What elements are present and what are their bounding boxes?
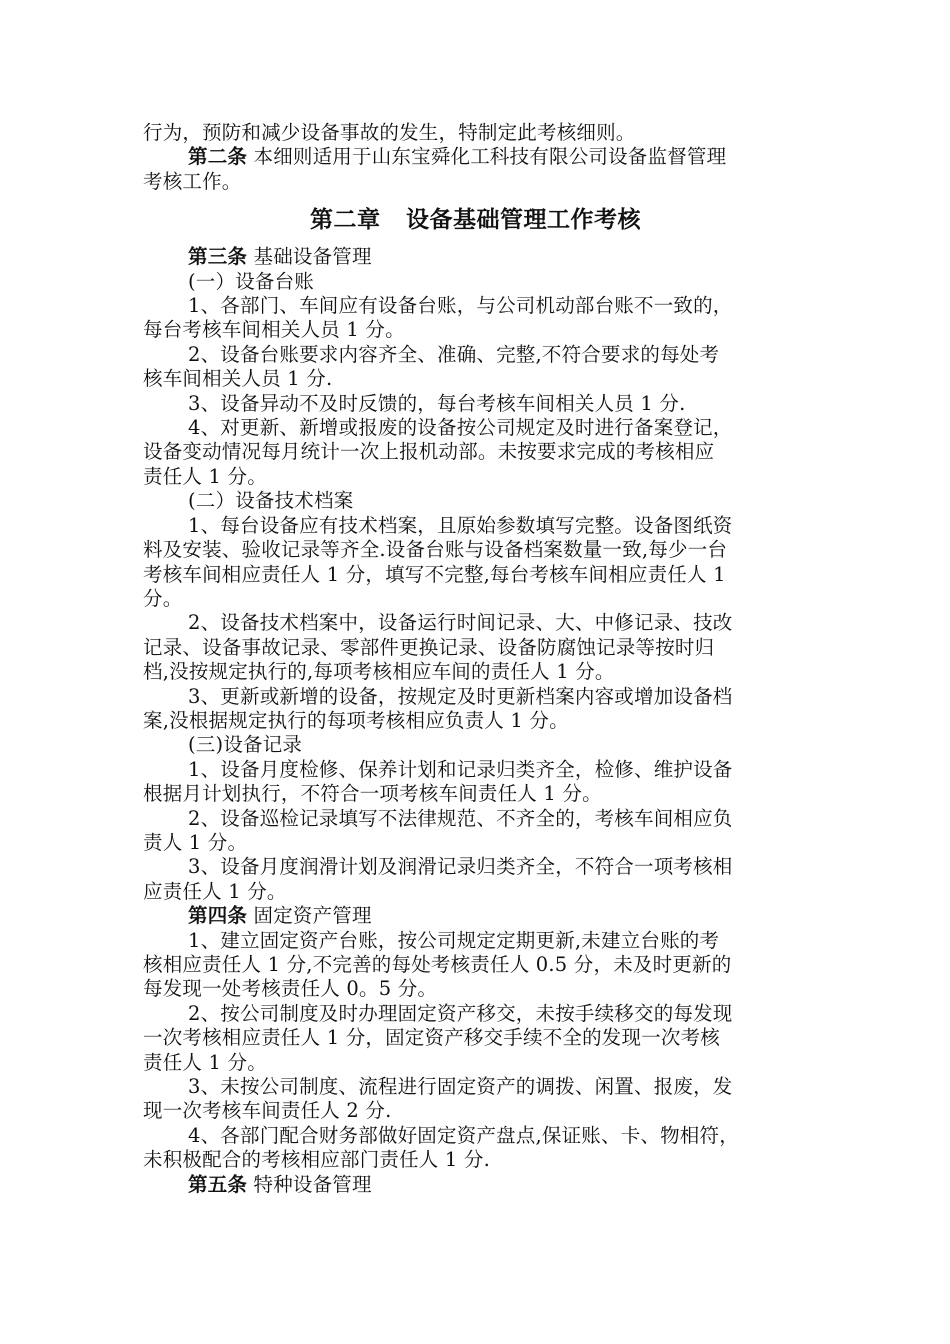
line-text: 2、设备技术档案中，设备运行时间记录、大、中修记录、技改: [188, 611, 733, 635]
line-text: 4、各部门配合财务部做好固定资产盘点,保证账、卡、物相符，: [188, 1123, 739, 1147]
paragraph-line: [143, 465, 808, 489]
paragraph-line: [143, 392, 808, 416]
paragraph-line: [143, 270, 808, 294]
line-text: 2、设备台账要求内容齐全、准确、完整,不符合要求的每处考: [188, 342, 720, 366]
paragraph-line: [143, 782, 808, 806]
paragraph-line: [143, 514, 808, 538]
line-text: 每发现一处考核责任人 0。5 分。: [143, 977, 438, 1001]
paragraph-line: [143, 807, 808, 831]
paragraph-line: [143, 318, 808, 342]
line-text: 根据月计划执行，不符合一项考核车间责任人 1 分。: [143, 782, 602, 806]
line-text: 2、设备巡检记录填写不法律规范、不齐全的，考核车间相应负: [188, 806, 733, 830]
line-text: 分。: [143, 586, 183, 610]
line-text: 核车间相关人员 1 分.: [143, 367, 333, 391]
paragraph-line: [143, 440, 808, 464]
paragraph-line: [143, 121, 808, 145]
line-text: 固定资产管理: [247, 904, 372, 928]
line-text: 1、各部门、车间应有设备台账，与公司机动部台账不一致的，: [188, 294, 733, 318]
line-text: 料及安装、验收记录等齐全.设备台账与设备档案数量一致,每少一台: [143, 538, 728, 562]
paragraph-line: [143, 416, 808, 440]
line-text: (二）设备技术档案: [188, 489, 354, 513]
article-label: 第四条: [188, 904, 248, 928]
paragraph-line: [143, 563, 808, 587]
line-text: 1、每台设备应有技术档案，且原始参数填写完整。设备图纸资: [188, 513, 733, 537]
line-text: 责人 1 分。: [143, 830, 248, 854]
article-heading-line: [143, 904, 808, 928]
line-text: (一）设备台账: [188, 269, 315, 293]
article-heading-line: [143, 1173, 808, 1197]
paragraph-line: [143, 1075, 808, 1099]
line-text: 考核车间相应责任人 1 分，填写不完整,每台考核车间相应责任人 1: [143, 562, 726, 586]
chapter-heading: 第二章 设备基础管理工作考核: [309, 206, 642, 234]
article-heading-line: [143, 145, 808, 169]
line-text: 档,没按规定执行的,每项考核相应车间的责任人 1 分。: [143, 660, 615, 684]
line-text: 行为，预防和减少设备事故的发生，特制定此考核细则。: [143, 121, 636, 144]
paragraph-line: [143, 831, 808, 855]
paragraph-line: [143, 1051, 808, 1075]
line-text: 记录、设备事故记录、零部件更换记录、设备防腐蚀记录等按时归: [143, 635, 715, 659]
paragraph-line: [143, 538, 808, 562]
line-text: 考核工作。: [143, 169, 242, 193]
line-text: 责任人 1 分。: [143, 1050, 267, 1074]
line-text: 基础设备管理: [247, 245, 372, 269]
line-text: 3、更新或新增的设备，按规定及时更新档案内容或增加设备档: [188, 684, 733, 708]
paragraph-line: [143, 1124, 808, 1148]
line-text: 一次考核相应责任人 1 分，固定资产移交手续不全的发现一次考核: [143, 1026, 721, 1050]
line-text: 每台考核车间相关人员 1 分。: [143, 318, 405, 342]
paragraph-line: [143, 1026, 808, 1050]
paragraph-line: [143, 343, 808, 367]
paragraph-line: [143, 367, 808, 391]
article-label: 第二条: [188, 145, 248, 169]
paragraph-line: [143, 660, 808, 684]
line-text: 现一次考核车间责任人 2 分.: [143, 1099, 392, 1123]
line-text: 核相应责任人 1 分,不完善的每处考核责任人 0.5 分，未及时更新的: [143, 953, 732, 976]
line-text: 4、对更新、新增或报废的设备按公司规定及时进行备案登记，: [188, 416, 733, 440]
paragraph-line: [143, 709, 808, 733]
line-text: 特种设备管理: [247, 1172, 372, 1196]
article-heading-line: [143, 245, 808, 269]
line-text: 3、设备异动不及时反馈的，每台考核车间相关人员 1 分.: [188, 391, 686, 415]
paragraph-line: [143, 929, 808, 953]
paragraph-line: [143, 294, 808, 318]
line-text: 应责任人 1 分。: [143, 879, 287, 903]
paragraph-line: [143, 636, 808, 660]
paragraph-line: [143, 733, 808, 757]
paragraph-line: [143, 685, 808, 709]
paragraph-line: [143, 977, 808, 1001]
paragraph-line: [143, 587, 808, 611]
paragraph-line: [143, 758, 808, 782]
paragraph-line: [143, 1148, 808, 1172]
line-text: 3、未按公司制度、流程进行固定资产的调拨、闲置、报废，发: [188, 1075, 733, 1099]
paragraph-line: [143, 880, 808, 904]
line-text: 案,没根据规定执行的每项考核相应负责人 1 分。: [143, 708, 569, 732]
article-label: 第五条: [188, 1172, 248, 1196]
paragraph-line: [143, 953, 808, 977]
line-text: 1、建立固定资产台账，按公司规定定期更新,未建立台账的考: [188, 928, 720, 952]
line-text: (三)设备记录: [188, 733, 303, 757]
line-text: 3、设备月度润滑计划及润滑记录归类齐全，不符合一项考核相: [188, 855, 733, 879]
article-label: 第三条: [188, 245, 248, 269]
line-text: 1、设备月度检修、保养计划和记录归类齐全，检修、维护设备: [188, 757, 733, 781]
paragraph-line: [143, 611, 808, 635]
line-text: 未积极配合的考核相应部门责任人 1 分.: [143, 1148, 491, 1172]
paragraph-line: [143, 1002, 808, 1026]
line-text: 设备变动情况每月统计一次上报机动部。未按要求完成的考核相应: [143, 440, 715, 464]
paragraph-line: [143, 855, 808, 879]
document-body: [143, 121, 808, 1197]
paragraph-line: [143, 1099, 808, 1123]
paragraph-line: [143, 489, 808, 513]
line-text: 责任人 1 分。: [143, 464, 267, 488]
line-text: 2、按公司制度及时办理固定资产移交，未按手续移交的每发现: [188, 1001, 733, 1025]
line-text: 本细则适用于山东宝舜化工科技有限公司设备监督管理: [247, 145, 727, 169]
paragraph-line: [143, 170, 808, 194]
